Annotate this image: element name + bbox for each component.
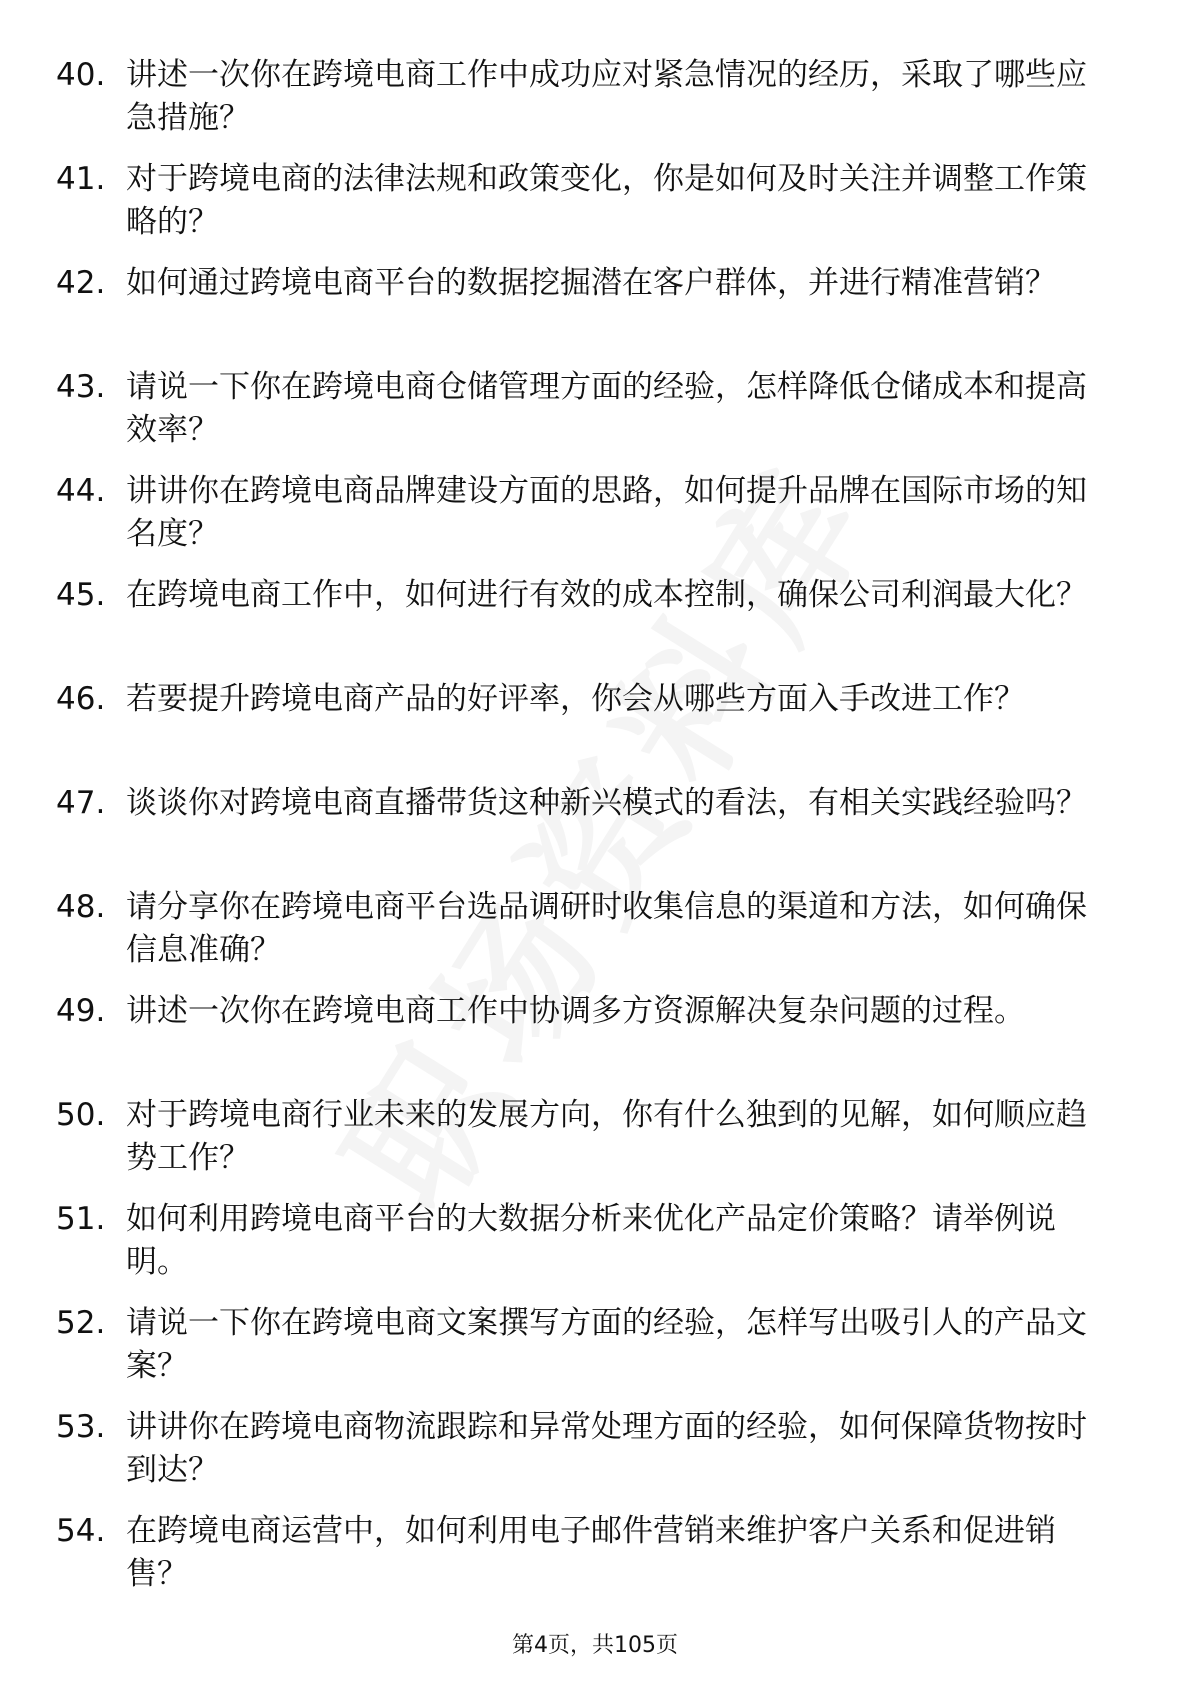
question-number: 49. (56, 993, 106, 1029)
list-item (56, 470, 1116, 574)
question-text: 如何通过跨境电商平台的数据挖掘潜在客户群体，并进行精准营销？ (126, 265, 1056, 301)
list-item (56, 262, 1116, 366)
question-number: 54. (56, 1513, 106, 1549)
question-number: 47. (56, 785, 106, 821)
list-item (56, 366, 1116, 470)
page-number-label: 第4页，共105页 (512, 1633, 678, 1658)
question-text: 讲讲你在跨境电商物流跟踪和异常处理方面的经验，如何保障货物按时到达？ (126, 1409, 1087, 1488)
list-item (56, 678, 1116, 782)
list-item (56, 990, 1116, 1094)
question-text: 在跨境电商工作中，如何进行有效的成本控制，确保公司利润最大化？ (126, 577, 1087, 613)
question-text: 请分享你在跨境电商平台选品调研时收集信息的渠道和方法，如何确保信息准确？ (126, 889, 1087, 968)
question-number: 53. (56, 1409, 106, 1445)
page-footer (0, 1628, 1190, 1659)
question-number: 45. (56, 577, 106, 613)
question-number: 40. (56, 57, 106, 93)
question-number: 42. (56, 265, 106, 301)
question-text: 如何利用跨境电商平台的大数据分析来优化产品定价策略？请举例说明。 (126, 1201, 1056, 1280)
question-text: 谈谈你对跨境电商直播带货这种新兴模式的看法，有相关实践经验吗？ (126, 785, 1087, 821)
question-number: 51. (56, 1201, 106, 1237)
question-text: 讲述一次你在跨境电商工作中成功应对紧急情况的经历，采取了哪些应急措施？ (126, 57, 1087, 136)
question-number: 50. (56, 1097, 106, 1133)
question-text: 对于跨境电商的法律法规和政策变化，你是如何及时关注并调整工作策略的？ (126, 161, 1087, 240)
list-item (56, 1406, 1116, 1510)
list-item (56, 782, 1116, 886)
question-number: 46. (56, 681, 106, 717)
list-item (56, 54, 1116, 158)
question-text: 若要提升跨境电商产品的好评率，你会从哪些方面入手改进工作？ (126, 681, 1025, 717)
list-item (56, 574, 1116, 678)
question-number: 48. (56, 889, 106, 925)
question-text: 请说一下你在跨境电商文案撰写方面的经验，怎样写出吸引人的产品文案？ (126, 1305, 1087, 1384)
question-text: 在跨境电商运营中，如何利用电子邮件营销来维护客户关系和促进销售？ (126, 1513, 1056, 1592)
question-number: 52. (56, 1305, 106, 1341)
question-number: 44. (56, 473, 106, 509)
list-item (56, 1198, 1116, 1302)
question-number: 43. (56, 369, 106, 405)
question-text: 请说一下你在跨境电商仓储管理方面的经验，怎样降低仓储成本和提高效率？ (126, 369, 1087, 448)
question-text: 讲讲你在跨境电商品牌建设方面的思路，如何提升品牌在国际市场的知名度？ (126, 473, 1087, 552)
list-item (56, 1510, 1116, 1614)
question-list (56, 54, 1116, 1614)
list-item (56, 158, 1116, 262)
question-text: 讲述一次你在跨境电商工作中协调多方资源解决复杂问题的过程。 (126, 993, 1025, 1029)
list-item (56, 1302, 1116, 1406)
list-item (56, 886, 1116, 990)
list-item (56, 1094, 1116, 1198)
question-text: 对于跨境电商行业未来的发展方向，你有什么独到的见解，如何顺应趋势工作？ (126, 1097, 1087, 1176)
question-number: 41. (56, 161, 106, 197)
